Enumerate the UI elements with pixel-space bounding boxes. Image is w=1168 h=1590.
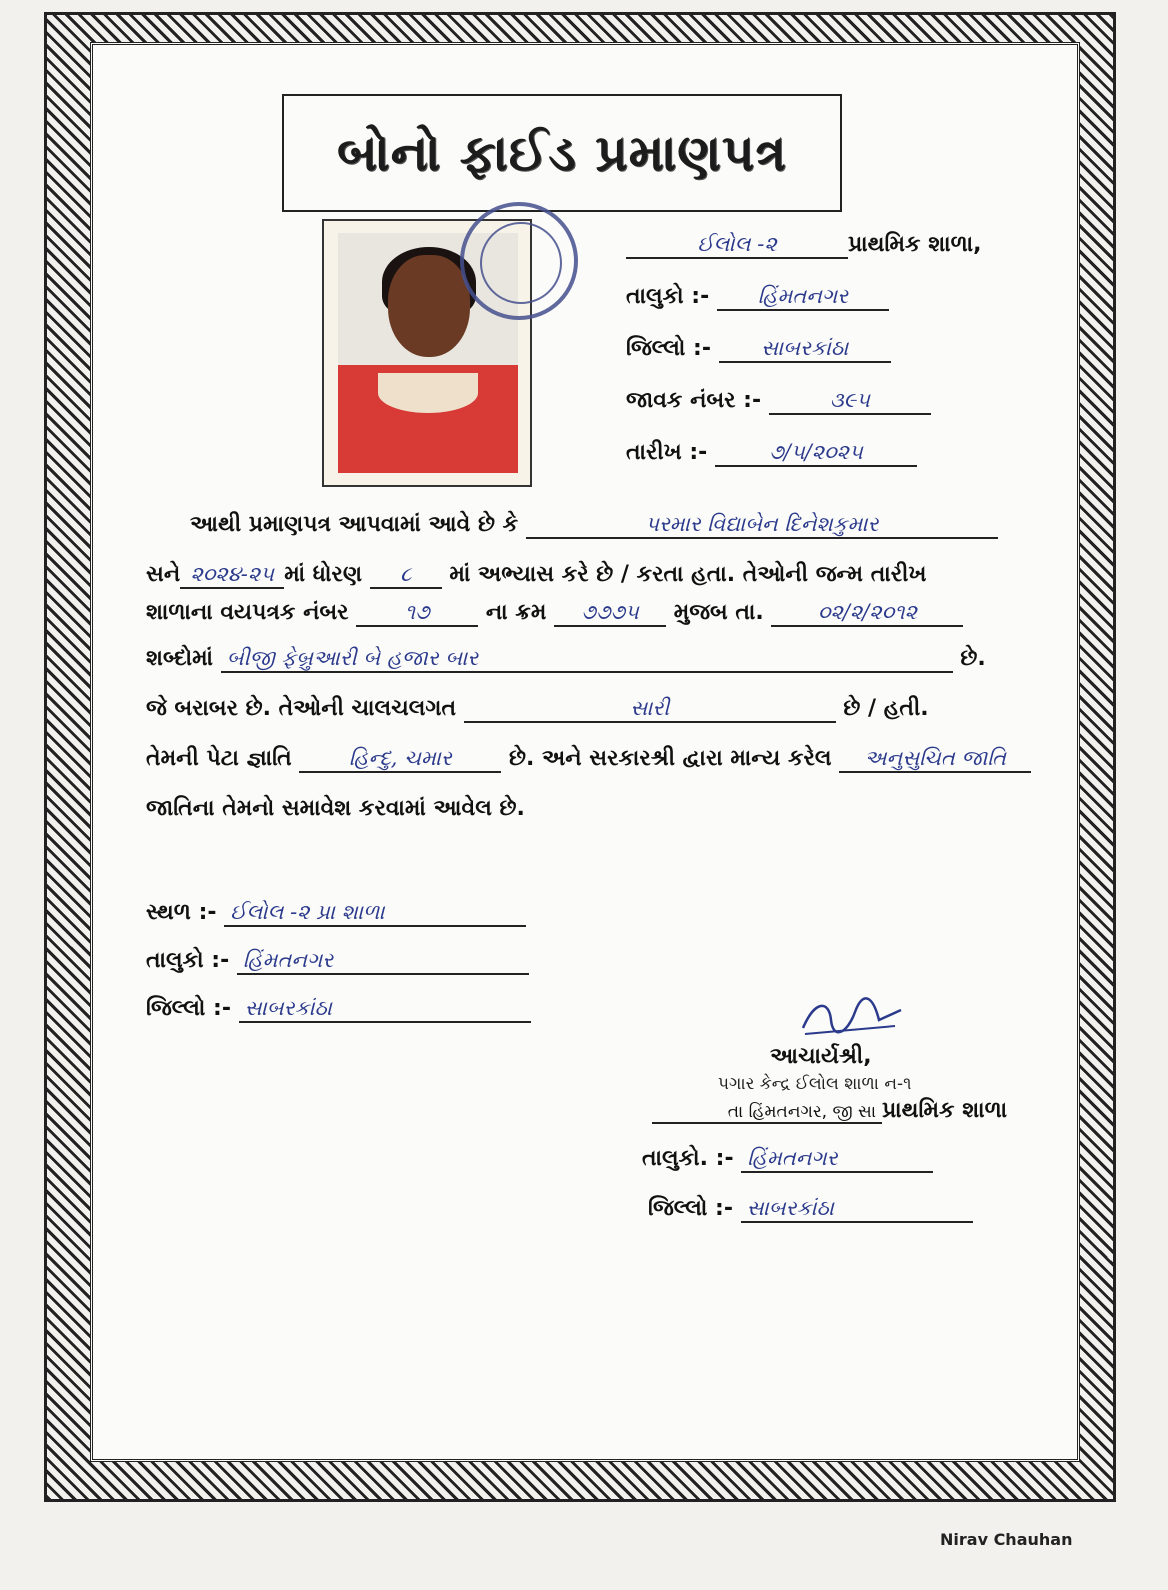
standard-value: ૮	[370, 562, 442, 589]
body-line-5-prefix: જે બરાબર છે. તેઓની ચાલચલગત	[146, 696, 457, 721]
body-line-1	[190, 512, 998, 539]
outward-number-row	[626, 388, 931, 415]
category-value: અનુસુચિત જાતિ	[839, 746, 1031, 773]
school-name-row	[626, 232, 982, 259]
body-line-5	[146, 696, 929, 723]
body-line-3	[146, 600, 963, 627]
body-line-2	[146, 562, 926, 589]
principal-district-value: સાબરકાંઠા	[741, 1196, 973, 1223]
principal-district-row	[648, 1196, 973, 1223]
school-district-row	[626, 336, 891, 363]
school-district-value: સાબરકાંઠા	[719, 336, 891, 363]
principal-taluka-label: તાલુકો. :-	[642, 1146, 734, 1171]
principal-taluka-value: હિંમતનગર	[741, 1146, 933, 1173]
body-line-4-suffix: છે.	[960, 646, 986, 671]
school-district-label: જિલ્લો :-	[626, 336, 711, 361]
body-line-4	[146, 646, 986, 673]
principal-stamp-line-2: તા હિંમતનગર, જી સા	[652, 1102, 882, 1124]
issue-date-value: ૭/૫/૨૦૨૫	[715, 440, 917, 467]
certificate-title: બોનો ફાઈડ પ્રમાણપત્ર	[336, 123, 787, 182]
school-seal-icon	[460, 202, 578, 320]
sub-caste-value: હિન્દુ, ચમાર	[299, 746, 501, 773]
principal-signature-icon	[795, 990, 905, 1040]
body-line-2-prefix: સને	[146, 562, 181, 587]
body-line-1-text: આથી પ્રમાણપત્ર આપવામાં આવે છે કે	[190, 512, 519, 537]
place-taluka-row	[146, 948, 529, 975]
principal-stamp-row	[652, 1098, 1007, 1124]
body-line-6-prefix: તેમની પેટા જ્ઞાતિ	[146, 746, 292, 771]
conduct-value: સારી	[464, 696, 836, 723]
principal-title: આચાર્યશ્રી,	[770, 1044, 872, 1069]
body-line-3-prefix: શાળાના વયપત્રક નંબર	[146, 600, 349, 625]
outward-number-label: જાવક નંબર :-	[626, 388, 762, 413]
body-line-6	[146, 746, 1031, 773]
body-line-4-prefix: શબ્દોમાં	[146, 646, 214, 671]
school-taluka-row	[626, 284, 889, 311]
school-taluka-value: હિંમતનગર	[717, 284, 889, 311]
birth-date-value: ૦૨/૨/૨૦૧૨	[771, 600, 963, 627]
body-line-2-mid: માં ધોરણ	[284, 562, 363, 587]
body-line-3-suffix: મુજબ તા.	[673, 600, 764, 625]
place-label: સ્થળ :-	[146, 900, 217, 925]
school-taluka-label: તાલુકો :-	[626, 284, 710, 309]
school-name-value: ઈલોલ -૨	[626, 232, 848, 259]
birth-date-words-value: બીજી ફેબ્રુઆરી બે હજાર બાર	[221, 646, 953, 673]
issue-date-row	[626, 440, 917, 467]
principal-stamp-line-1: પગાર કેન્દ્ર ઈલોલ શાળા ન-૧	[718, 1074, 912, 1094]
body-line-7	[146, 796, 525, 821]
place-district-row	[146, 996, 531, 1023]
place-row	[146, 900, 526, 927]
place-value: ઈલોલ -૨ પ્રા શાળા	[224, 900, 526, 927]
register-number-value: ૧૭	[356, 600, 478, 627]
place-district-label: જિલ્લો :-	[146, 996, 231, 1021]
academic-year-value: ૨૦૨૪-૨૫	[180, 562, 284, 589]
student-name-value: પરમાર વિદ્યાબેન દિનેશકુમાર	[526, 512, 998, 539]
issue-date-label: તારીખ :-	[626, 440, 708, 465]
serial-number-value: ૭૭૭૫	[554, 600, 666, 627]
principal-taluka-row	[642, 1146, 933, 1173]
principal-stamp-suffix: પ્રાથમિક શાળા	[882, 1098, 1008, 1123]
place-taluka-value: હિંમતનગર	[237, 948, 529, 975]
body-line-6-mid: છે. અને સરકારશ્રી દ્વારા માન્ય કરેલ	[509, 746, 832, 771]
body-line-3-mid: ના ક્રમ	[485, 600, 547, 625]
principal-district-label: જિલ્લો :-	[648, 1196, 733, 1221]
school-name-suffix: પ્રાથમિક શાળા,	[848, 232, 982, 257]
title-box	[282, 94, 842, 212]
place-taluka-label: તાલુકો :-	[146, 948, 230, 973]
body-line-2-suffix: માં અભ્યાસ કરે છે / કરતા હતા. તેઓની જન્મ તારીખ	[449, 562, 927, 587]
outward-number-value: ૩૯૫	[769, 388, 931, 415]
place-district-value: સાબરકાંઠા	[239, 996, 531, 1023]
body-line-5-suffix: છે / હતી.	[843, 696, 929, 721]
footer-credit: Nirav Chauhan	[940, 1530, 1073, 1549]
body-line-7-text: જાતિના તેમનો સમાવેશ કરવામાં આવેલ છે.	[146, 796, 525, 821]
